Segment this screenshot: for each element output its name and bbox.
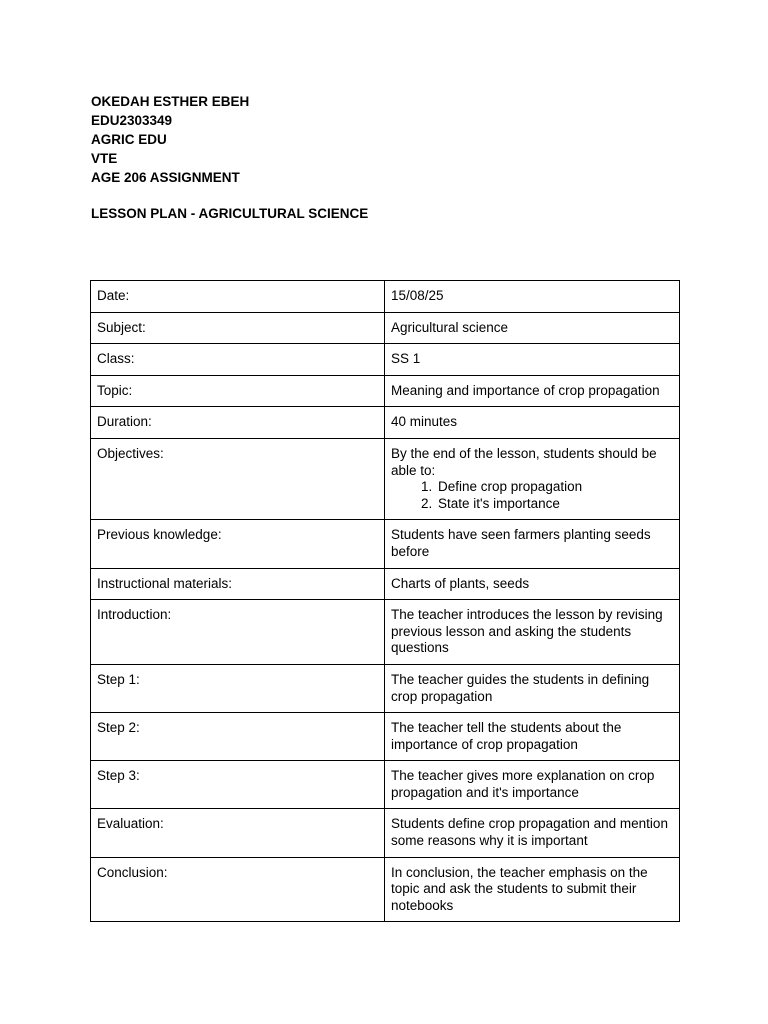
row-value: 40 minutes — [385, 407, 680, 439]
row-label: Class: — [91, 344, 385, 376]
row-label: Conclusion: — [91, 857, 385, 922]
list-item: 1. Define crop propagation — [436, 479, 673, 496]
lesson-plan-title: LESSON PLAN - AGRICULTURAL SCIENCE — [91, 206, 369, 221]
table-row-step-3 — [91, 761, 680, 809]
row-value: Charts of plants, seeds — [385, 568, 680, 600]
row-value: Agricultural science — [385, 312, 680, 344]
student-name: OKEDAH ESTHER EBEH — [91, 94, 250, 109]
row-value: The teacher gives more explanation on crop propagation and it's importance — [385, 761, 680, 809]
table-row-step-2 — [91, 713, 680, 761]
row-label: Date: — [91, 281, 385, 313]
row-value: The teacher introduces the lesson by revising previous lesson and asking the students questions — [385, 600, 680, 665]
row-label: Step 2: — [91, 713, 385, 761]
table-row-objectives — [91, 438, 680, 519]
table-row-conclusion — [91, 857, 680, 922]
row-value: In conclusion, the teacher emphasis on the topic and ask the students to submit their notebooks — [385, 857, 680, 922]
row-label: Objectives: — [91, 438, 385, 519]
table-row-topic — [91, 375, 680, 407]
assignment-title: AGE 206 ASSIGNMENT — [91, 170, 240, 185]
row-value: The teacher tell the students about the importance of crop propagation — [385, 713, 680, 761]
row-label: Topic: — [91, 375, 385, 407]
objectives-intro: By the end of the lesson, students should be able to: — [391, 445, 657, 478]
row-label: Evaluation: — [91, 809, 385, 857]
table-row-introduction — [91, 600, 680, 665]
list-item: 2. State it's importance — [436, 496, 673, 513]
table-row-evaluation — [91, 809, 680, 857]
lesson-plan-table — [90, 280, 680, 922]
registration-number: EDU2303349 — [91, 113, 173, 128]
row-label: Instructional materials: — [91, 568, 385, 600]
objectives-list — [391, 479, 673, 512]
table-row-instructional-materials — [91, 568, 680, 600]
row-value: SS 1 — [385, 344, 680, 376]
row-value: Students define crop propagation and mention some reasons why it is important — [385, 809, 680, 857]
row-value: The teacher guides the students in defining crop propagation — [385, 664, 680, 712]
row-label: Step 1: — [91, 664, 385, 712]
department: AGRIC EDU — [91, 132, 167, 147]
row-value-objectives — [385, 438, 680, 519]
row-label: Introduction: — [91, 600, 385, 665]
row-label: Step 3: — [91, 761, 385, 809]
table-row-class — [91, 344, 680, 376]
table-row-duration — [91, 407, 680, 439]
row-label: Subject: — [91, 312, 385, 344]
table-row-subject — [91, 312, 680, 344]
faculty: VTE — [91, 151, 118, 166]
table-row-step-1 — [91, 664, 680, 712]
row-value: 15/08/25 — [385, 281, 680, 313]
student-info-header — [91, 92, 249, 187]
table-row-previous-knowledge — [91, 520, 680, 568]
row-value: Students have seen farmers planting seeds before — [385, 520, 680, 568]
row-value: Meaning and importance of crop propagation — [385, 375, 680, 407]
row-label: Previous knowledge: — [91, 520, 385, 568]
table-row-date — [91, 281, 680, 313]
row-label: Duration: — [91, 407, 385, 439]
